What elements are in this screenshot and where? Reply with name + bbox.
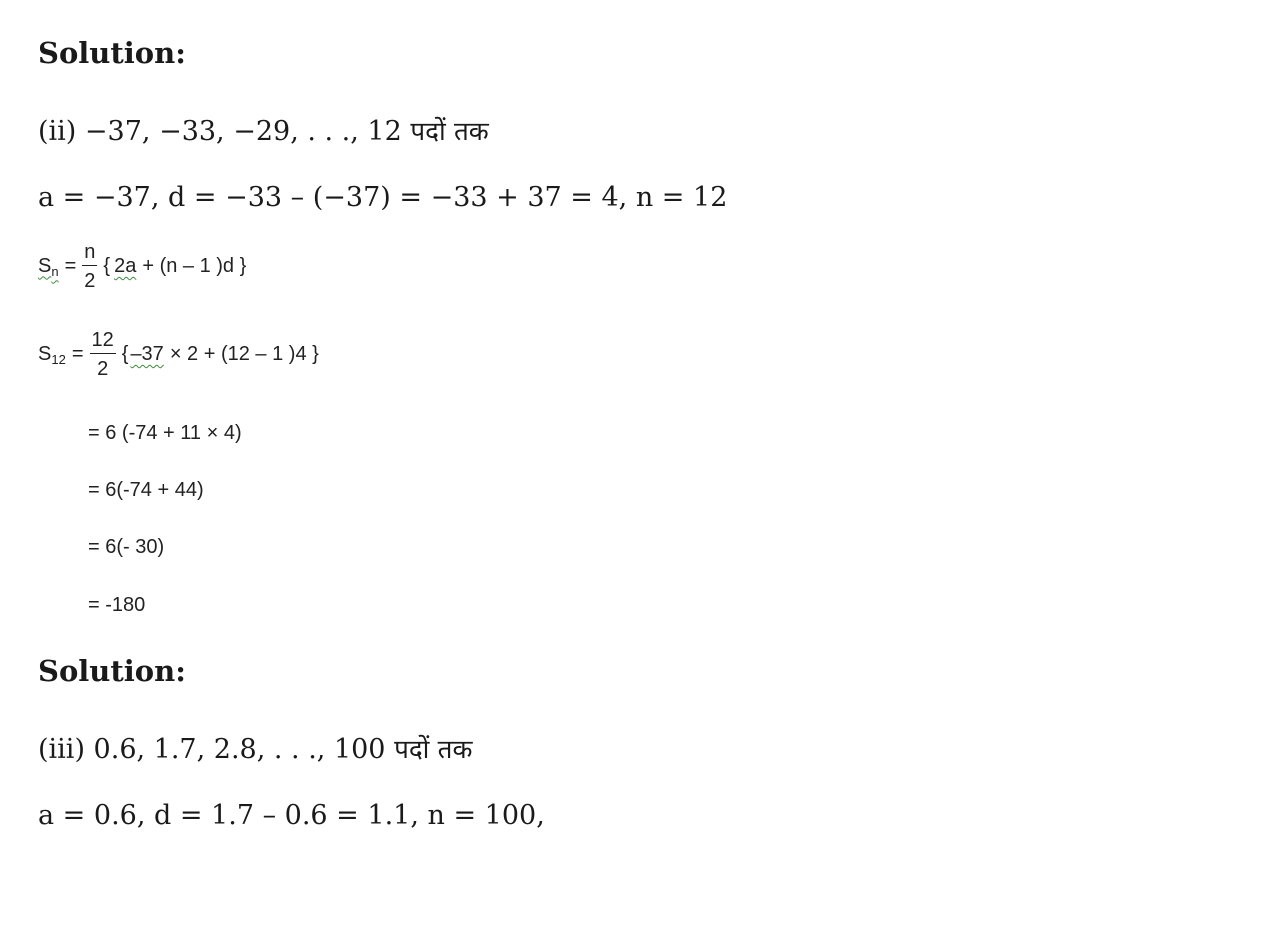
solution-heading: Solution: [38,36,186,70]
formula-rest: + (n – 1 )d } [142,255,247,277]
fraction [90,330,116,379]
sum-substitution [38,330,319,379]
brace-open: { [103,255,111,277]
equals-sign: = [71,343,84,365]
question-iii-sequence: (iii) 0.6, 1.7, 2.8, . . ., 100 [38,734,395,765]
fraction-denominator: 2 [97,358,109,380]
fraction-numerator: 12 [90,330,116,354]
question-ii-hindi: पदों तक [410,117,489,147]
given-values-ii: a = −37, d = −33 – (−37) = −33 + 37 = 4, n = 12 [38,182,728,213]
brace-open: { [121,343,129,365]
question-iii-hindi: पदों तक [394,735,473,765]
fraction-denominator: 2 [84,270,96,292]
equals-sign: = [64,255,77,277]
substitution-lhs: $S_{12}$ [38,342,66,367]
question-iii [38,730,472,766]
calc-step: = 6(-74 + 44) [88,479,204,501]
substitution-term-a: –37 [130,343,164,365]
question-ii [38,112,489,148]
fraction [82,242,97,291]
given-values-iii: a = 0.6, d = 1.7 – 0.6 = 1.1, n = 100, [38,800,545,831]
sum-formula [38,242,246,291]
solution-heading: Solution: [38,654,186,688]
formula-lhs: $S_n$ [38,254,59,279]
formula-term-2a: 2a [114,255,137,277]
substitution-rest: × 2 + (12 – 1 )4 } [169,343,319,365]
question-ii-sequence: (ii) −37, −33, −29, . . ., 12 [38,116,411,147]
fraction-numerator: n [82,242,97,266]
calc-step: = 6 (-74 + 11 × 4) [88,422,242,444]
calc-step: = 6(- 30) [88,536,165,558]
calc-result: = -180 [88,594,146,616]
